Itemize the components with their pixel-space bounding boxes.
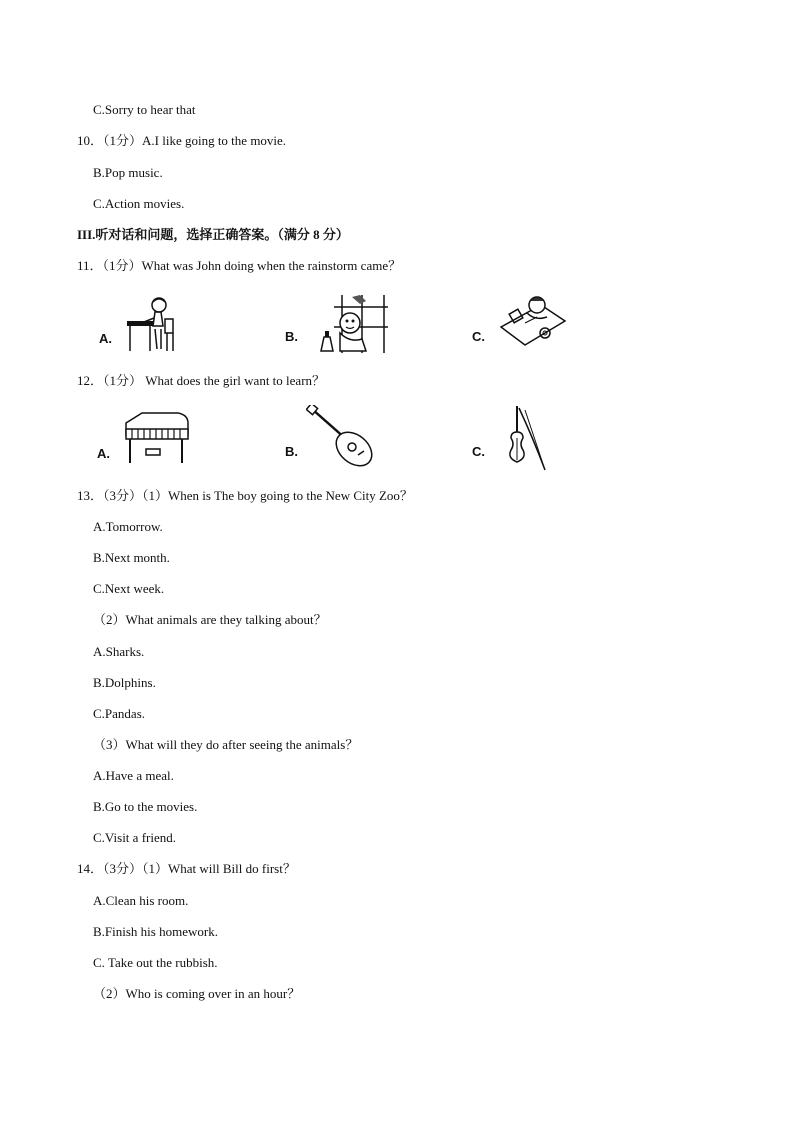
q13-2-option-b: B.Dolphins. (93, 675, 156, 690)
q12-label-a: A. (97, 446, 110, 461)
q12-label-b: B. (285, 444, 298, 459)
q13-3-option-b: B.Go to the movies. (93, 799, 198, 814)
q10-option-b: B.Pop music. (93, 165, 163, 180)
guitar-picture (306, 405, 378, 469)
section-3-heading: III.听对话和问题，选择正确答案。（满分 8 分） (77, 227, 349, 242)
q14-2-stem: （2）Who is coming over in an hour？ (93, 986, 301, 1001)
boy-writing-picture (497, 293, 567, 348)
boy-at-desk-picture (125, 293, 180, 353)
piano-picture (120, 409, 192, 465)
q13-stem: 13．（3分）（1）When is The boy going to the New City Zoo？ (77, 488, 413, 503)
boy-at-window-picture (312, 293, 390, 355)
q12-label-c: C. (472, 444, 485, 459)
q13-3-option-c: C.Visit a friend. (93, 830, 176, 845)
q11-label-a: A. (99, 331, 112, 346)
q13-3-option-a: A.Have a meal. (93, 768, 174, 783)
q14-stem: 14．（3分）（1）What will Bill do first？ (77, 861, 296, 876)
q9-option-c: C.Sorry to hear that (93, 102, 196, 117)
q13-1-option-c: C.Next week. (93, 581, 165, 596)
q13-2-option-a: A.Sharks. (93, 644, 145, 659)
q10-stem-option-a: 10．（1分）A.I like going to the movie. (77, 133, 287, 148)
q11-stem: 11．（1分）What was John doing when the rainstorm came？ (77, 258, 402, 273)
q11-label-c: C. (472, 329, 485, 344)
q13-1-option-a: A.Tomorrow. (93, 519, 163, 534)
q10-option-c: C.Action movies. (93, 196, 185, 211)
violin-picture (503, 404, 549, 472)
q11-label-b: B. (285, 329, 298, 344)
q13-2-option-c: C.Pandas. (93, 706, 145, 721)
q14-1-option-c: C. Take out the rubbish. (93, 955, 218, 970)
q12-stem: 12．（1分） What does the girl want to learn？ (77, 373, 326, 388)
q13-2-stem: （2）What animals are they talking about？ (93, 612, 327, 627)
q14-1-option-a: A.Clean his room. (93, 893, 189, 908)
q14-1-option-b: B.Finish his homework. (93, 924, 218, 939)
q13-1-option-b: B.Next month. (93, 550, 170, 565)
q13-3-stem: （3）What will they do after seeing the animals？ (93, 737, 359, 752)
